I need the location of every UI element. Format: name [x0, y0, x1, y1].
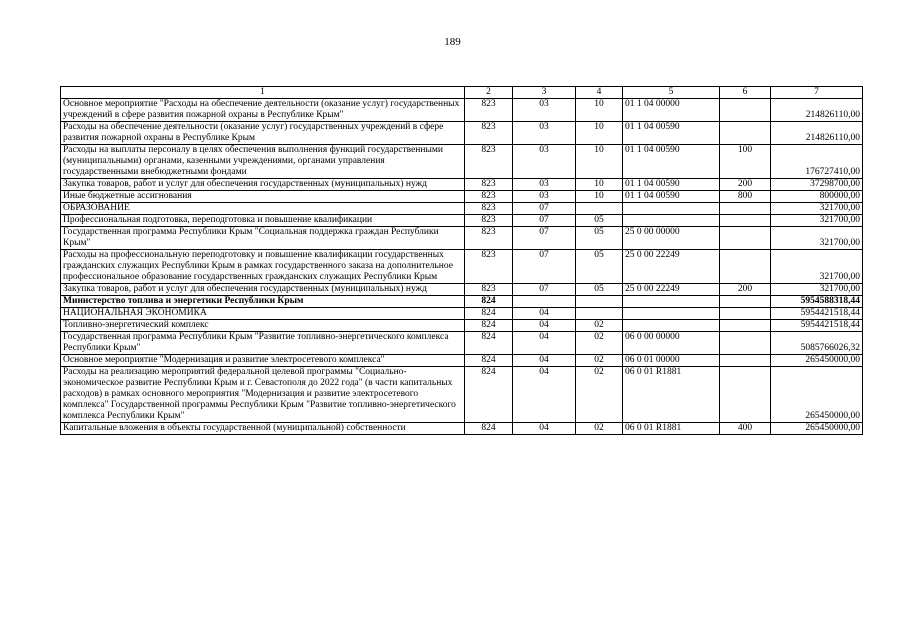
row-admin-code: 824 — [465, 296, 513, 308]
row-expense-type — [720, 122, 771, 145]
row-expense-type — [720, 320, 771, 332]
row-amount: 214826110,00 — [771, 122, 863, 145]
row-expense-type — [720, 296, 771, 308]
table-row — [61, 191, 863, 203]
row-subsection-code: 10 — [576, 191, 623, 203]
table-row — [61, 179, 863, 191]
row-subsection-code: 05 — [576, 284, 623, 296]
row-target-article — [623, 203, 720, 215]
page-number: 189 — [444, 36, 461, 48]
row-description: Государственная программа Республики Крым "Развитие топливно-энергетического комплекса Республики Крым" — [61, 332, 465, 355]
row-section-code: 07 — [513, 203, 576, 215]
row-section-code: 04 — [513, 423, 576, 435]
row-subsection-code: 05 — [576, 250, 623, 284]
row-amount: 265450000,00 — [771, 367, 863, 423]
row-subsection-code — [576, 296, 623, 308]
row-target-article — [623, 308, 720, 320]
row-description: Государственная программа Республики Крым "Социальная поддержка граждан Республики Крым" — [61, 227, 465, 250]
row-section-code: 04 — [513, 355, 576, 367]
row-subsection-code: 10 — [576, 122, 623, 145]
row-target-article — [623, 320, 720, 332]
row-section-code: 07 — [513, 215, 576, 227]
row-expense-type — [720, 308, 771, 320]
row-admin-code: 823 — [465, 284, 513, 296]
row-description: Капитальные вложения в объекты государственной (муниципальной) собственности — [61, 423, 465, 435]
row-subsection-code: 02 — [576, 355, 623, 367]
row-admin-code: 824 — [465, 308, 513, 320]
row-section-code: 03 — [513, 179, 576, 191]
row-admin-code: 824 — [465, 320, 513, 332]
row-expense-type — [720, 99, 771, 122]
row-amount: 5085766026,32 — [771, 332, 863, 355]
row-subsection-code: 10 — [576, 99, 623, 122]
row-target-article: 06 0 01 R1881 — [623, 367, 720, 423]
row-amount: 321700,00 — [771, 203, 863, 215]
table-row — [61, 99, 863, 122]
table-row — [61, 332, 863, 355]
budget-table — [60, 86, 863, 435]
row-description: ОБРАЗОВАНИЕ — [61, 203, 465, 215]
table-row — [61, 215, 863, 227]
row-expense-type — [720, 367, 771, 423]
row-section-code: 03 — [513, 122, 576, 145]
row-subsection-code: 10 — [576, 179, 623, 191]
row-subsection-code: 05 — [576, 227, 623, 250]
row-description: Иные бюджетные ассигнования — [61, 191, 465, 203]
row-amount: 321700,00 — [771, 284, 863, 296]
header-cell: 1 — [61, 87, 465, 99]
row-target-article: 25 0 00 22249 — [623, 284, 720, 296]
row-amount: 214826110,00 — [771, 99, 863, 122]
table-row — [61, 227, 863, 250]
row-target-article: 06 0 01 R1881 — [623, 423, 720, 435]
row-admin-code: 823 — [465, 122, 513, 145]
table-row — [61, 203, 863, 215]
row-amount: 321700,00 — [771, 250, 863, 284]
row-expense-type — [720, 203, 771, 215]
row-section-code: 04 — [513, 308, 576, 320]
table-row — [61, 145, 863, 179]
row-admin-code: 824 — [465, 355, 513, 367]
row-section-code: 03 — [513, 191, 576, 203]
row-description: Министерство топлива и энергетики Республики Крым — [61, 296, 465, 308]
row-admin-code: 823 — [465, 145, 513, 179]
row-target-article: 25 0 00 22249 — [623, 250, 720, 284]
row-description: Основное мероприятие "Расходы на обеспечение деятельности (оказание услуг) государственных учреждений в сфере развития пожарной охраны в Республике Крым" — [61, 99, 465, 122]
header-cell: 4 — [576, 87, 623, 99]
row-admin-code: 823 — [465, 250, 513, 284]
row-section-code: 04 — [513, 332, 576, 355]
row-description: Закупка товаров, работ и услуг для обеспечения государственных (муниципальных) нужд — [61, 179, 465, 191]
row-section-code: 07 — [513, 284, 576, 296]
row-admin-code: 823 — [465, 215, 513, 227]
row-section-code: 07 — [513, 227, 576, 250]
row-subsection-code: 02 — [576, 423, 623, 435]
table-row — [61, 367, 863, 423]
row-description: Расходы на реализацию мероприятий федеральной целевой программы "Социально-экономическое развитие Республики Крым и г. Севастополя до 2022 года" (в части капитальных расходов) в рамках основного мероприятия "Модернизация и развитие электросетевого комплекса" Государственной программы Республики Крым "Развитие топливно-энергетического комплекса Республики Крым" — [61, 367, 465, 423]
row-expense-type — [720, 355, 771, 367]
row-section-code — [513, 296, 576, 308]
header-cell: 5 — [623, 87, 720, 99]
row-admin-code: 823 — [465, 227, 513, 250]
row-section-code: 03 — [513, 145, 576, 179]
row-expense-type: 200 — [720, 284, 771, 296]
row-description: Закупка товаров, работ и услуг для обеспечения государственных (муниципальных) нужд — [61, 284, 465, 296]
row-expense-type: 400 — [720, 423, 771, 435]
row-target-article: 25 0 00 00000 — [623, 227, 720, 250]
row-expense-type — [720, 332, 771, 355]
row-target-article: 06 0 01 00000 — [623, 355, 720, 367]
row-admin-code: 823 — [465, 191, 513, 203]
row-target-article: 01 1 04 00000 — [623, 99, 720, 122]
row-amount: 5954421518,44 — [771, 320, 863, 332]
row-amount: 321700,00 — [771, 215, 863, 227]
row-amount: 37298700,00 — [771, 179, 863, 191]
row-section-code: 04 — [513, 367, 576, 423]
row-expense-type — [720, 250, 771, 284]
row-expense-type: 100 — [720, 145, 771, 179]
row-admin-code: 824 — [465, 332, 513, 355]
header-cell: 7 — [771, 87, 863, 99]
table-row — [61, 122, 863, 145]
row-target-article: 06 0 00 00000 — [623, 332, 720, 355]
row-amount: 265450000,00 — [771, 355, 863, 367]
table-header-row — [61, 87, 863, 99]
row-target-article — [623, 215, 720, 227]
row-amount: 176727410,00 — [771, 145, 863, 179]
table-row — [61, 250, 863, 284]
row-subsection-code: 02 — [576, 332, 623, 355]
row-description: Расходы на выплаты персоналу в целях обеспечения выполнения функций государственными (муниципальными) органами, казенными учреждениями, органами управления государственными внебюджетными фондами — [61, 145, 465, 179]
row-admin-code: 823 — [465, 203, 513, 215]
row-admin-code: 824 — [465, 423, 513, 435]
row-admin-code: 823 — [465, 179, 513, 191]
row-section-code: 07 — [513, 250, 576, 284]
row-subsection-code — [576, 308, 623, 320]
row-amount: 800000,00 — [771, 191, 863, 203]
row-amount: 265450000,00 — [771, 423, 863, 435]
row-admin-code: 824 — [465, 367, 513, 423]
row-expense-type — [720, 227, 771, 250]
row-subsection-code: 02 — [576, 320, 623, 332]
table-row — [61, 320, 863, 332]
table-row — [61, 355, 863, 367]
row-amount: 5954588318,44 — [771, 296, 863, 308]
row-description: Профессиональная подготовка, переподготовка и повышение квалификации — [61, 215, 465, 227]
row-description: Расходы на обеспечение деятельности (оказание услуг) государственных учреждений в сфере развития пожарной охраны в Республике Крым — [61, 122, 465, 145]
table-row — [61, 296, 863, 308]
row-target-article: 01 1 04 00590 — [623, 122, 720, 145]
row-section-code: 04 — [513, 320, 576, 332]
table-row — [61, 308, 863, 320]
row-expense-type: 800 — [720, 191, 771, 203]
row-target-article — [623, 296, 720, 308]
table-row — [61, 423, 863, 435]
row-admin-code: 823 — [465, 99, 513, 122]
row-amount: 5954421518,44 — [771, 308, 863, 320]
header-cell: 6 — [720, 87, 771, 99]
row-target-article: 01 1 04 00590 — [623, 179, 720, 191]
row-target-article: 01 1 04 00590 — [623, 145, 720, 179]
row-section-code: 03 — [513, 99, 576, 122]
row-subsection-code: 10 — [576, 145, 623, 179]
row-target-article: 01 1 04 00590 — [623, 191, 720, 203]
row-description: НАЦИОНАЛЬНАЯ ЭКОНОМИКА — [61, 308, 465, 320]
row-subsection-code: 02 — [576, 367, 623, 423]
header-cell: 3 — [513, 87, 576, 99]
row-expense-type — [720, 215, 771, 227]
row-description: Основное мероприятие "Модернизация и развитие электросетевого комплекса" — [61, 355, 465, 367]
row-expense-type: 200 — [720, 179, 771, 191]
row-amount: 321700,00 — [771, 227, 863, 250]
row-subsection-code — [576, 203, 623, 215]
table-row — [61, 284, 863, 296]
row-description: Топливно-энергетический комплекс — [61, 320, 465, 332]
row-subsection-code: 05 — [576, 215, 623, 227]
row-description: Расходы на профессиональную переподготовку и повышение квалификации государственных гражданских служащих Республики Крым в рамках государственного заказа на дополнительное профессиональное образование государственных гражданских служащих Республики Крым — [61, 250, 465, 284]
header-cell: 2 — [465, 87, 513, 99]
